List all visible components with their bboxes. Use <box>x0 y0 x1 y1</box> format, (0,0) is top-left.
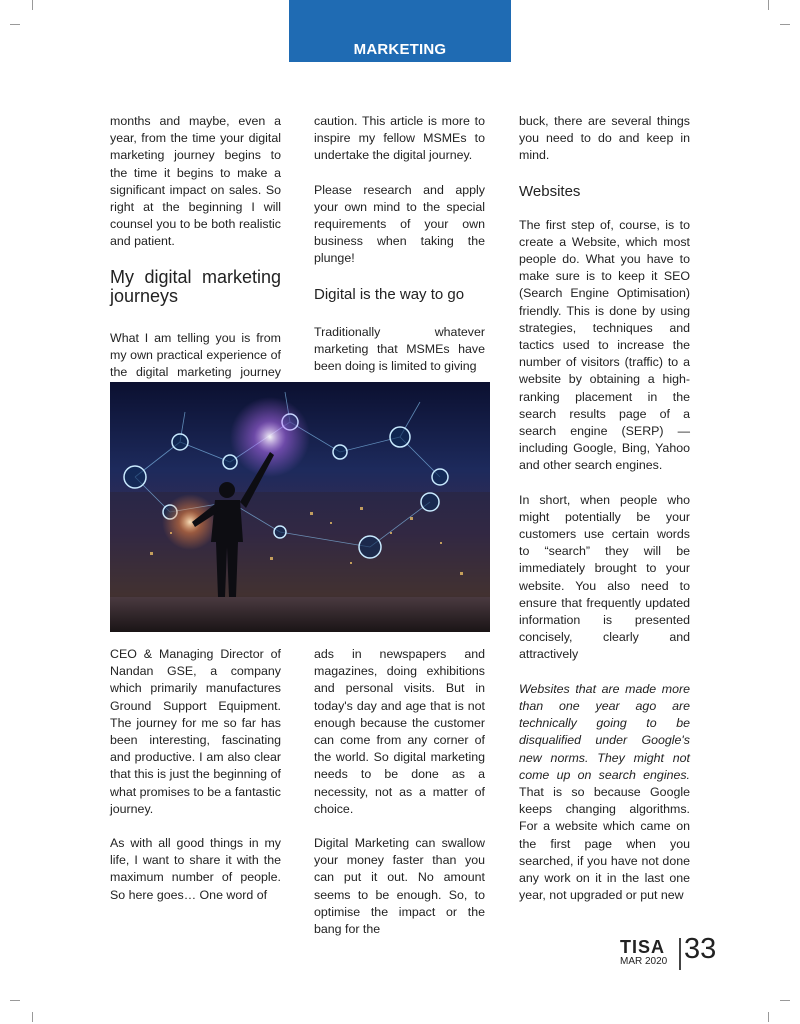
subheading: Digital is the way to go <box>314 285 465 303</box>
crop-mark <box>780 24 790 25</box>
subheading: Websites <box>519 182 581 200</box>
footer-brand <box>612 933 732 971</box>
column-1-top <box>110 113 281 415</box>
hand-glow <box>230 397 310 477</box>
paragraph: As with all good things in my life, I want to share it with the maximum number of people. So here goes… One word of <box>110 836 281 902</box>
crop-mark <box>768 0 769 10</box>
footer-divider <box>679 938 681 970</box>
column-1-bottom <box>110 646 281 921</box>
paragraph-text: That is so because Google keeps changing algorithms. For a website which came on the first page when you searched, if you have not done any work on it in the last one year, not upgraded or put new <box>519 784 690 903</box>
crop-mark <box>32 0 33 10</box>
illustration-svg <box>110 382 490 632</box>
italic-note: Websites that are made more than one year ago are technically going to be disqualified under Google's new norms. They might not come up on search engines. <box>519 681 690 782</box>
column-2-top <box>314 113 485 392</box>
paragraph: Digital Marketing can swallow your money faster than you can put it out. No amount seems to be enough. So, to optimise the impact or the bang for the <box>314 836 485 937</box>
paragraph <box>519 681 690 905</box>
crop-mark <box>780 1000 790 1001</box>
paragraph: What I am telling you is from my own practical experience of the digital marketing journey <box>110 330 281 380</box>
paragraph: months and maybe, even a year, from the time your digital marketing journey begins to the time it begins to make a significant impact on sales. So right at the beginning I will counsel you to be both realistic and patient. <box>110 114 281 249</box>
paragraph: buck, there are several things you need to do and keep in mind. <box>519 114 690 163</box>
issue-date: MAR 2020 <box>620 956 668 967</box>
paragraph: The first step of, course, is to create a Website, which most people do. What you have to make sure is to keep it SEO (Search Engine Optimisation) friendly. This is done by using strategies, techniques and tactics used to increase the number of visitors (traffic) to a website by obtaining a high-ranking placement in the search results page of a search engine (SERP) — including Google, Bing, Yahoo and other search engines. <box>519 217 690 473</box>
paragraph: In short, when people who might potentially be your customers use certain words to “search” they will be immediately brought to your website. You also need to ensure that frequently updated information is presented concisely, clearly and attractively <box>519 492 690 662</box>
crop-mark <box>10 1000 20 1001</box>
digital-city-illustration <box>110 382 490 632</box>
crop-mark <box>768 1012 769 1022</box>
paragraph: Please research and apply your own mind to the special requirements of your own business when taking the plunge! <box>314 182 485 266</box>
subheading: My digital marketing journeys <box>110 266 281 306</box>
section-header <box>289 0 511 62</box>
paragraph: Traditionally whatever marketing that MSMEs have been doing is limited to giving <box>314 324 485 374</box>
paragraph: caution. This article is more to inspire my fellow MSMEs to undertake the digital journey. <box>314 114 485 163</box>
crop-mark <box>32 1012 33 1022</box>
paragraph: CEO & Managing Director of Nandan GSE, a company which primarily manufactures Ground Support Equipment. The journey for me so far has been interesting, fascinating and productive. I am also clear that this is just the beginning of what promises to be a fantastic journey. <box>110 647 281 816</box>
crop-mark <box>10 24 20 25</box>
hand-glow <box>162 494 218 550</box>
paragraph: ads in newspapers and magazines, doing exhibitions and personal visits. But in today's day and age that is not enough because the customer can come from any corner of the world. So digital marketing needs to be done as a necessity, not as a matter of choice. <box>314 647 485 816</box>
column-3 <box>519 113 690 921</box>
section-title: MARKETING <box>353 41 447 58</box>
brand-logo: TISA <box>620 937 666 957</box>
page-number: 33 <box>684 933 717 965</box>
column-2-bottom <box>314 646 485 955</box>
